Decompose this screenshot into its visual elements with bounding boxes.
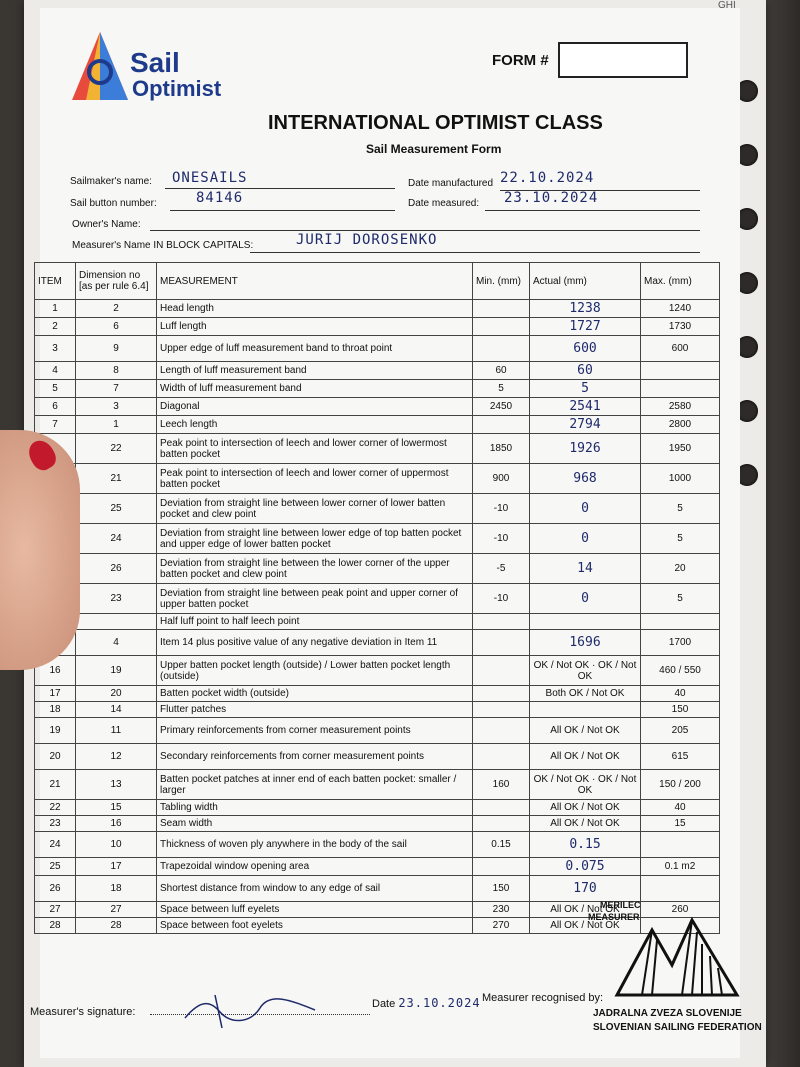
federation-name-sl: JADRALNA ZVEZA SLOVENIJE [593,1008,742,1019]
table-row [35,718,720,744]
footer-date-label: Date [372,998,396,1010]
table-row [35,770,720,800]
table-row [35,614,720,630]
table-cell-min: -5 [473,554,530,584]
table-cell-actual[interactable]: 0 [530,524,641,554]
table-cell-actual[interactable]: 968 [530,464,641,494]
logo-optimist: Optimist [132,76,222,101]
table-cell-max: 150 [641,702,720,718]
table-cell-actual[interactable]: All OK / Not OK [530,902,641,918]
signature-scribble-icon [180,990,320,1030]
date-measured-value[interactable]: 23.10.2024 [504,190,599,206]
table-cell-actual[interactable]: 0.15 [530,832,641,858]
table-cell-item: 16 [35,656,76,686]
table-cell-measurement: Tabling width [157,800,473,816]
table-cell-actual[interactable]: All OK / Not OK [530,816,641,832]
sail-optimist-logo-icon [70,30,130,105]
table-row [35,744,720,770]
page-subtitle: Sail Measurement Form [366,142,502,156]
table-row [35,434,720,464]
table-cell-min [473,336,530,362]
table-cell-item: 26 [35,876,76,902]
table-cell-max: 1000 [641,464,720,494]
table-cell-max: 1950 [641,434,720,464]
sailmaker-label: Sailmaker's name: [70,176,152,187]
table-cell-dimension: 12 [76,744,157,770]
table-cell-measurement: Upper edge of luff measurement band to throat point [157,336,473,362]
measurement-table [34,262,720,934]
footer-date-value[interactable]: 23.10.2024 [398,996,481,1010]
table-cell-actual[interactable]: 0 [530,494,641,524]
table-cell-min: -10 [473,584,530,614]
table-cell-actual[interactable]: 1727 [530,318,641,336]
table-cell-measurement: Deviation from straight line between the lower corner of the upper batten pocket and clew point [157,554,473,584]
table-row [35,362,720,380]
table-cell-min: 230 [473,902,530,918]
table-cell-min: 270 [473,918,530,934]
table-cell-max: 15 [641,816,720,832]
table-row [35,832,720,858]
table-cell-max: 1700 [641,630,720,656]
table-cell-dimension: 9 [76,336,157,362]
federation-name-en: SLOVENIAN SAILING FEDERATION [593,1022,762,1033]
table-row [35,816,720,832]
table-cell-min [473,318,530,336]
table-cell-actual[interactable]: 2794 [530,416,641,434]
table-cell-measurement: Length of luff measurement band [157,362,473,380]
table-cell-max: 1730 [641,318,720,336]
table-cell-min: 160 [473,770,530,800]
table-cell-max: 205 [641,718,720,744]
table-cell-dimension: 7 [76,380,157,398]
table-cell-actual[interactable]: All OK / Not OK [530,718,641,744]
logo-text [130,47,222,102]
table-cell-actual[interactable] [530,702,641,718]
table-cell-min [473,702,530,718]
owner-name-label: Owner's Name: [72,219,141,230]
table-cell-max: 600 [641,336,720,362]
table-cell-actual[interactable]: 1238 [530,300,641,318]
header-dimension: Dimension no [as per rule 6.4] [76,263,157,300]
table-cell-measurement: Peak point to intersection of leech and lower corner of uppermost batten pocket [157,464,473,494]
table-cell-dimension: 26 [76,554,157,584]
table-cell-item: 22 [35,800,76,816]
header-item: ITEM [35,263,76,300]
table-row [35,318,720,336]
table-cell-actual[interactable]: 1926 [530,434,641,464]
table-cell-item: 7 [35,416,76,434]
table-cell-measurement: Luff length [157,318,473,336]
table-cell-max: 2800 [641,416,720,434]
table-row [35,584,720,614]
table-cell-measurement: Deviation from straight line between peak point and upper corner of upper batten pocket [157,584,473,614]
table-cell-item: 23 [35,816,76,832]
table-cell-max [641,362,720,380]
table-cell-min [473,656,530,686]
header-max: Max. (mm) [641,263,720,300]
table-cell-max: 0.1 m2 [641,858,720,876]
table-cell-dimension: 6 [76,318,157,336]
corner-note: GHI [718,0,736,11]
table-cell-actual[interactable]: Both OK / Not OK [530,686,641,702]
table-header-row [35,263,720,300]
table-row [35,494,720,524]
table-cell-dimension: 18 [76,876,157,902]
stamp-line1: MERILEC [600,900,641,910]
table-row [35,336,720,362]
table-cell-actual[interactable]: 2541 [530,398,641,416]
table-cell-dimension: 16 [76,816,157,832]
date-manufactured-value[interactable]: 22.10.2024 [500,170,595,186]
table-cell-measurement: Flutter patches [157,702,473,718]
table-row [35,300,720,318]
table-cell-measurement: Width of luff measurement band [157,380,473,398]
table-cell-max [641,380,720,398]
federation-mountains-icon [612,910,742,1000]
table-cell-min: 0.15 [473,832,530,858]
table-row [35,630,720,656]
table-cell-max: 460 / 550 [641,656,720,686]
table-cell-max: 150 / 200 [641,770,720,800]
table-cell-measurement: Deviation from straight line between lower edge of top batten pocket and upper edge of lower batten pocket [157,524,473,554]
table-cell-dimension: 1 [76,416,157,434]
table-cell-max: 5 [641,524,720,554]
stamp-line2: MEASURER [588,912,640,922]
logo-sail: Sail [130,47,180,78]
table-cell-dimension: 13 [76,770,157,800]
table-cell-dimension: 8 [76,362,157,380]
table-cell-dimension: 11 [76,718,157,744]
table-cell-measurement: Half luff point to half leech point [157,614,473,630]
table-cell-actual[interactable]: OK / Not OK · OK / Not OK [530,770,641,800]
date-manufactured-label: Date manufactured [408,178,494,189]
table-row [35,656,720,686]
table-cell-measurement: Head length [157,300,473,318]
table-cell-dimension: 27 [76,902,157,918]
table-cell-actual[interactable]: All OK / Not OK [530,744,641,770]
recognised-by-label: Measurer recognised by: [482,992,604,1004]
table-cell-min: 5 [473,380,530,398]
table-cell-item: 21 [35,770,76,800]
table-cell-max [641,614,720,630]
table-row [35,686,720,702]
table-cell-item: 24 [35,832,76,858]
table-row [35,800,720,816]
table-cell-item: 27 [35,902,76,918]
table-cell-dimension: 28 [76,918,157,934]
table-cell-measurement: Peak point to intersection of leech and lower corner of lowermost batten pocket [157,434,473,464]
button-number-label: Sail button number: [70,198,157,209]
table-cell-max: 260 [641,902,720,918]
form-number-label: FORM # [492,52,549,69]
table-row [35,524,720,554]
table-cell-dimension [76,614,157,630]
sailmaker-value[interactable]: ONESAILS [172,170,248,186]
table-cell-dimension: 22 [76,434,157,464]
table-cell-min [473,858,530,876]
table-cell-min [473,816,530,832]
table-cell-measurement: Seam width [157,816,473,832]
table-cell-item: 4 [35,362,76,380]
table-cell-min [473,300,530,318]
table-cell-actual[interactable]: 0 [530,584,641,614]
table-cell-min: 150 [473,876,530,902]
table-row [35,398,720,416]
table-cell-min [473,800,530,816]
measurer-name-label: Measurer's Name IN BLOCK CAPITALS: [72,240,254,251]
table-cell-item: 20 [35,744,76,770]
table-cell-max: 40 [641,686,720,702]
table-cell-actual[interactable]: 60 [530,362,641,380]
table-cell-min: 2450 [473,398,530,416]
button-number-value[interactable]: 84146 [196,190,244,206]
table-cell-actual[interactable]: 600 [530,336,641,362]
table-row [35,858,720,876]
table-cell-dimension: 24 [76,524,157,554]
table-cell-measurement: Secondary reinforcements from corner measurement points [157,744,473,770]
measurer-name-value[interactable]: JURIJ DOROSENKO [296,232,438,248]
table-row [35,416,720,434]
table-cell-measurement: Space between luff eyelets [157,902,473,918]
table-cell-measurement: Item 14 plus positive value of any negative deviation in Item 11 [157,630,473,656]
table-cell-item: 18 [35,702,76,718]
signature-label: Measurer's signature: [30,1006,136,1018]
table-cell-actual[interactable]: 5 [530,380,641,398]
table-cell-dimension: 21 [76,464,157,494]
header-measurement: MEASUREMENT [157,263,473,300]
table-cell-measurement: Batten pocket width (outside) [157,686,473,702]
table-cell-actual[interactable]: 14 [530,554,641,584]
table-cell-item: 5 [35,380,76,398]
table-cell-max: 40 [641,800,720,816]
table-cell-item: 3 [35,336,76,362]
table-cell-measurement: Primary reinforcements from corner measurement points [157,718,473,744]
table-cell-min [473,744,530,770]
table-cell-dimension: 19 [76,656,157,686]
table-row [35,554,720,584]
table-row [35,464,720,494]
table-row [35,702,720,718]
table-cell-max [641,832,720,858]
table-cell-dimension: 17 [76,858,157,876]
table-cell-measurement: Shortest distance from window to any edge of sail [157,876,473,902]
table-cell-min [473,630,530,656]
table-cell-measurement: Batten pocket patches at inner end of each batten pocket: smaller / larger [157,770,473,800]
date-measured-label: Date measured: [408,198,480,209]
table-cell-min [473,686,530,702]
table-cell-dimension: 14 [76,702,157,718]
header-actual: Actual (mm) [530,263,641,300]
table-cell-dimension: 25 [76,494,157,524]
table-cell-dimension: 20 [76,686,157,702]
table-cell-measurement: Thickness of woven ply anywhere in the body of the sail [157,832,473,858]
table-cell-dimension: 2 [76,300,157,318]
table-cell-min: -10 [473,494,530,524]
table-cell-measurement: Upper batten pocket length (outside) / Lower batten pocket length (outside) [157,656,473,686]
footer-date [372,996,481,1010]
form-number-box[interactable] [558,42,688,78]
table-cell-measurement: Leech length [157,416,473,434]
header-min: Min. (mm) [473,263,530,300]
table-cell-dimension: 15 [76,800,157,816]
table-cell-dimension: 10 [76,832,157,858]
table-cell-actual[interactable]: All OK / Not OK [530,800,641,816]
table-row [35,380,720,398]
table-row [35,876,720,902]
page-title: INTERNATIONAL OPTIMIST CLASS [268,112,603,134]
table-cell-item: 2 [35,318,76,336]
table-cell-max: 2580 [641,398,720,416]
table-cell-item: 17 [35,686,76,702]
table-cell-item: 6 [35,398,76,416]
table-cell-max [641,876,720,902]
table-cell-min: 900 [473,464,530,494]
table-cell-measurement: Space between foot eyelets [157,918,473,934]
table-cell-measurement: Trapezoidal window opening area [157,858,473,876]
table-cell-min [473,416,530,434]
table-cell-measurement: Deviation from straight line between lower corner of lower batten pocket and clew point [157,494,473,524]
table-cell-actual[interactable]: 170 [530,876,641,902]
table-cell-dimension: 4 [76,630,157,656]
table-cell-max: 5 [641,584,720,614]
table-cell-actual[interactable]: OK / Not OK · OK / Not OK [530,656,641,686]
table-cell-item: 25 [35,858,76,876]
table-cell-max: 20 [641,554,720,584]
table-cell-item: 19 [35,718,76,744]
table-cell-actual[interactable]: 1696 [530,630,641,656]
table-cell-actual[interactable]: All OK / Not OK [530,918,641,934]
table-cell-max: 5 [641,494,720,524]
table-cell-min: -10 [473,524,530,554]
table-cell-item: 28 [35,918,76,934]
table-cell-actual[interactable] [530,614,641,630]
table-cell-dimension: 3 [76,398,157,416]
table-cell-min [473,718,530,744]
table-cell-item: 1 [35,300,76,318]
table-cell-max: 1240 [641,300,720,318]
table-cell-min: 60 [473,362,530,380]
table-cell-max: 615 [641,744,720,770]
table-cell-actual[interactable]: 0.075 [530,858,641,876]
table-cell-dimension: 23 [76,584,157,614]
table-cell-min [473,614,530,630]
table-cell-measurement: Diagonal [157,398,473,416]
table-cell-min: 1850 [473,434,530,464]
